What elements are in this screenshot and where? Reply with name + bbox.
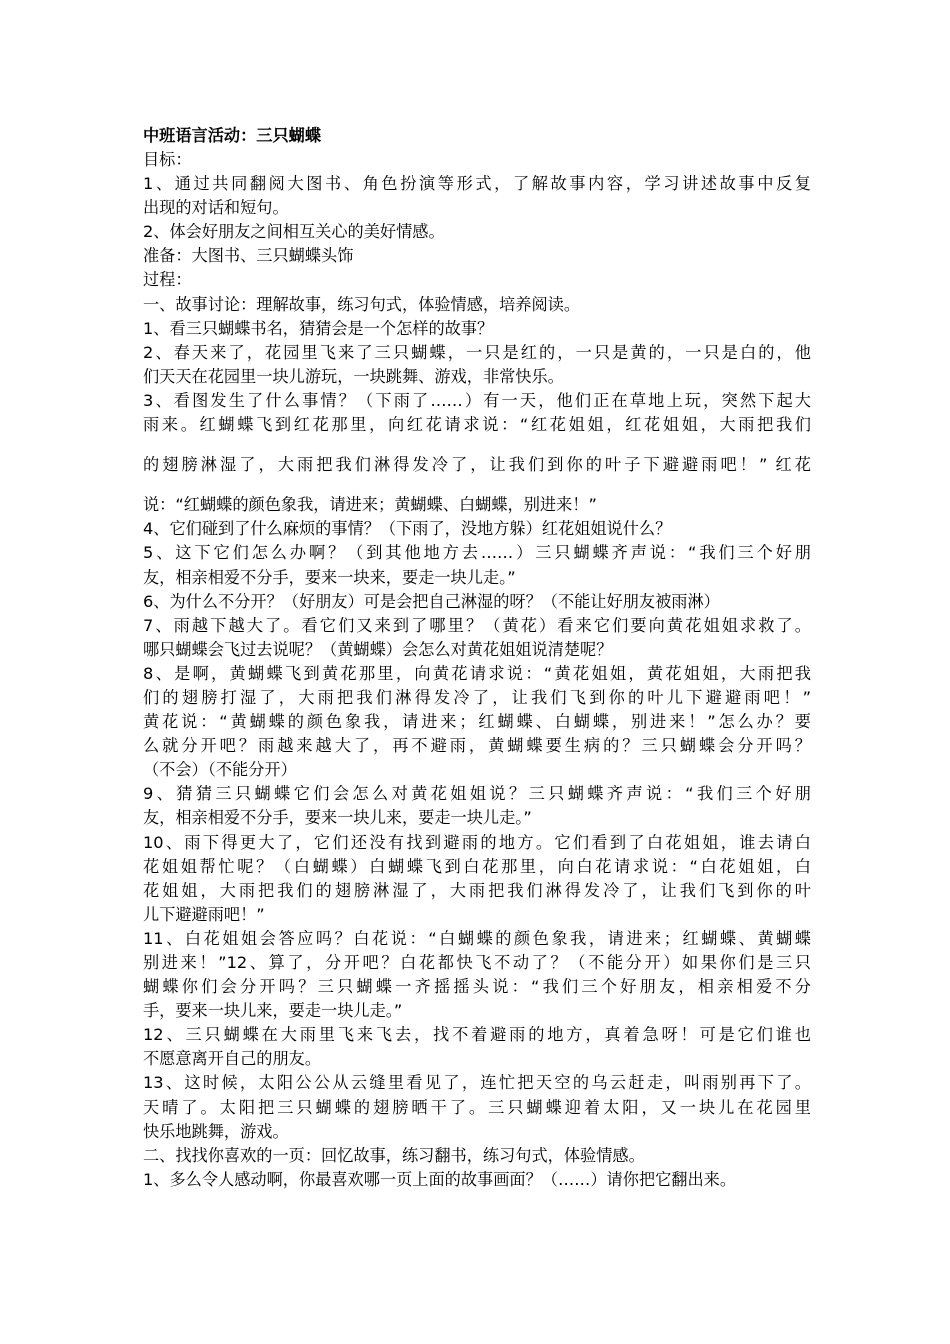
text-line: 11、白花姐姐会答应吗？白花说：“白蝴蝶的颜色象我，请进来；红蝴蝶、黄蝴蝶	[143, 928, 811, 948]
paragraph	[143, 1144, 811, 1168]
text-line: 目标：	[143, 150, 192, 169]
paragraph	[143, 614, 811, 662]
text-line: 5、这下它们怎么办啊？（到其他地方去……）三只蝴蝶齐声说：“我们三个好朋	[143, 543, 811, 563]
text-line: （不会）（不能分开）	[143, 760, 297, 780]
document-page	[143, 124, 811, 1192]
paragraph	[143, 541, 811, 589]
text-line: 1、看三只蝴蝶书名，猜猜会是一个怎样的故事？	[143, 318, 494, 338]
paragraph	[143, 268, 811, 292]
paragraph	[143, 927, 811, 1023]
text-line: 蝴蝶你们会分开吗？三只蝴蝶一齐摇摇头说：“我们三个好朋友，相亲相爱不分	[143, 977, 811, 997]
text-line: 4、它们碰到了什么麻烦的事情？（下雨了，没地方躲）红花姐姐说什么？	[143, 519, 672, 539]
paragraph	[143, 317, 811, 341]
document-title: 中班语言活动：三只蝴蝶	[143, 126, 322, 145]
text-line: 2、春天来了，花园里飞来了三只蝴蝶，一只是红的，一只是黄的，一只是白的，他	[143, 342, 811, 362]
paragraph	[143, 220, 811, 244]
text-line: 2、体会好朋友之间相互关心的美好情感。	[143, 222, 445, 242]
text-line: 哪只蝴蝶会飞过去说呢？（黄蝴蝶）会怎么对黄花姐姐说清楚呢？	[143, 639, 613, 659]
text-line: 的翅膀淋湿了，大雨把我们淋得发冷了，让我们到你的叶子下避避雨吧！” 红花	[143, 455, 811, 475]
text-line: 们的翅膀打湿了，大雨把我们淋得发冷了，让我们飞到你的叶儿下避避雨吧！”	[143, 687, 811, 707]
text-line: 10、雨下得更大了，它们还没有找到避雨的地方。它们看到了白花姐姐，谁去请白	[143, 832, 811, 852]
text-line: 别进来！”12、算了，分开吧？白花都快飞不动了？（不能分开）如果你们是三只	[143, 953, 811, 972]
text-line: 8、是啊，黄蝴蝶飞到黄花那里，向黄花请求说：“黄花姐姐，黄花姐姐，大雨把我	[143, 663, 811, 683]
paragraph	[143, 293, 811, 317]
text-line: 不愿意离开自己的朋友。	[143, 1049, 322, 1069]
text-line: 7、雨越下越大了。看它们又来到了哪里？（黄花）看来它们要向黄花姐姐求救了。	[143, 615, 811, 635]
text-line: 花姐姐帮忙呢？（白蝴蝶）白蝴蝶飞到白花那里，向白花请求说：“白花姐姐，白	[143, 856, 811, 876]
paragraph	[143, 1023, 811, 1071]
text-line: 手，要来一块儿来，要走一块儿走。”	[143, 1001, 403, 1021]
text-line: 儿下避避雨吧！”	[143, 904, 265, 924]
text-line: 说：“红蝴蝶的颜色象我，请进来；黄蝴蝶、白蝴蝶，别进来！”	[143, 495, 597, 515]
text-line: 12、三只蝴蝶在大雨里飞来飞去，找不着避雨的地方，真着急呀！可是它们谁也	[143, 1025, 811, 1045]
text-line: 一、故事讨论：理解故事，练习句式，体验情感，培养阅读。	[143, 294, 581, 314]
text-line: 1、多么令人感动啊，你最喜欢哪一页上面的故事画面？（……）请你把它翻出来。	[143, 1169, 737, 1189]
paragraph	[143, 662, 811, 782]
paragraph	[143, 590, 811, 614]
text-line: 天晴了。太阳把三只蝴蝶的翅膀晒干了。三只蝴蝶迎着太阳，又一块儿在花园里	[143, 1097, 811, 1117]
text-line: 9、猜猜三只蝴蝶它们会怎么对黄花姐姐说？三只蝴蝶齐声说：“我们三个好朋	[143, 784, 811, 804]
paragraph	[143, 1071, 811, 1143]
text-line: 雨来。红蝴蝶飞到红花那里，向红花请求说：“红花姐姐，红花姐姐，大雨把我们	[143, 415, 811, 435]
paragraph	[143, 782, 811, 830]
paragraph	[143, 148, 811, 172]
text-line: 们天天在花园里一块儿游玩，一块跳舞、游戏，非常快乐。	[143, 366, 564, 386]
text-line: 准备：大图书、三只蝴蝶头饰	[143, 246, 354, 266]
text-line: 过程：	[143, 270, 192, 290]
paragraph	[143, 244, 811, 268]
paragraph	[143, 172, 811, 220]
text-line: 6、为什么不分开？（好朋友）可是会把自己淋湿的呀？（不能让好朋友被雨淋）	[143, 591, 720, 611]
paragraph	[143, 341, 811, 389]
text-line: 出现的对话和短句。	[143, 198, 289, 218]
paragraph	[143, 389, 811, 517]
text-line: 二、找找你喜欢的一页：回忆故事，练习翻书，练习句式，体验情感。	[143, 1145, 645, 1165]
paragraph	[143, 831, 811, 927]
paragraph	[143, 517, 811, 541]
text-line: 友，相亲相爱不分手，要来一块儿来，要走一块儿走。”	[143, 808, 532, 828]
text-line: 1、通过共同翻阅大图书、角色扮演等形式，了解故事内容，学习讲述故事中反复	[143, 174, 811, 194]
paragraph	[143, 1168, 811, 1192]
text-line: 么就分开吧？雨越来越大了，再不避雨，黄蝴蝶要生病的？三只蝴蝶会分开吗？	[143, 736, 811, 756]
text-line: 友，相亲相爱不分手，要来一块来，要走一块儿走。”	[143, 567, 516, 587]
text-line: 花姐姐，大雨把我们的翅膀淋湿了，大雨把我们淋得发冷了，让我们飞到你的叶	[143, 880, 811, 900]
text-line: 3、看图发生了什么事情？（下雨了……）有一天，他们正在草地上玩，突然下起大	[143, 390, 811, 410]
text-line: 13、这时候，太阳公公从云缝里看见了，连忙把天空的乌云赶走，叫雨别再下了。	[143, 1073, 811, 1093]
text-line: 快乐地跳舞，游戏。	[143, 1121, 289, 1141]
text-line: 黄花说：“黄蝴蝶的颜色象我，请进来；红蝴蝶、白蝴蝶，别进来！”怎么办？要	[143, 712, 811, 732]
document-body	[143, 148, 811, 1192]
